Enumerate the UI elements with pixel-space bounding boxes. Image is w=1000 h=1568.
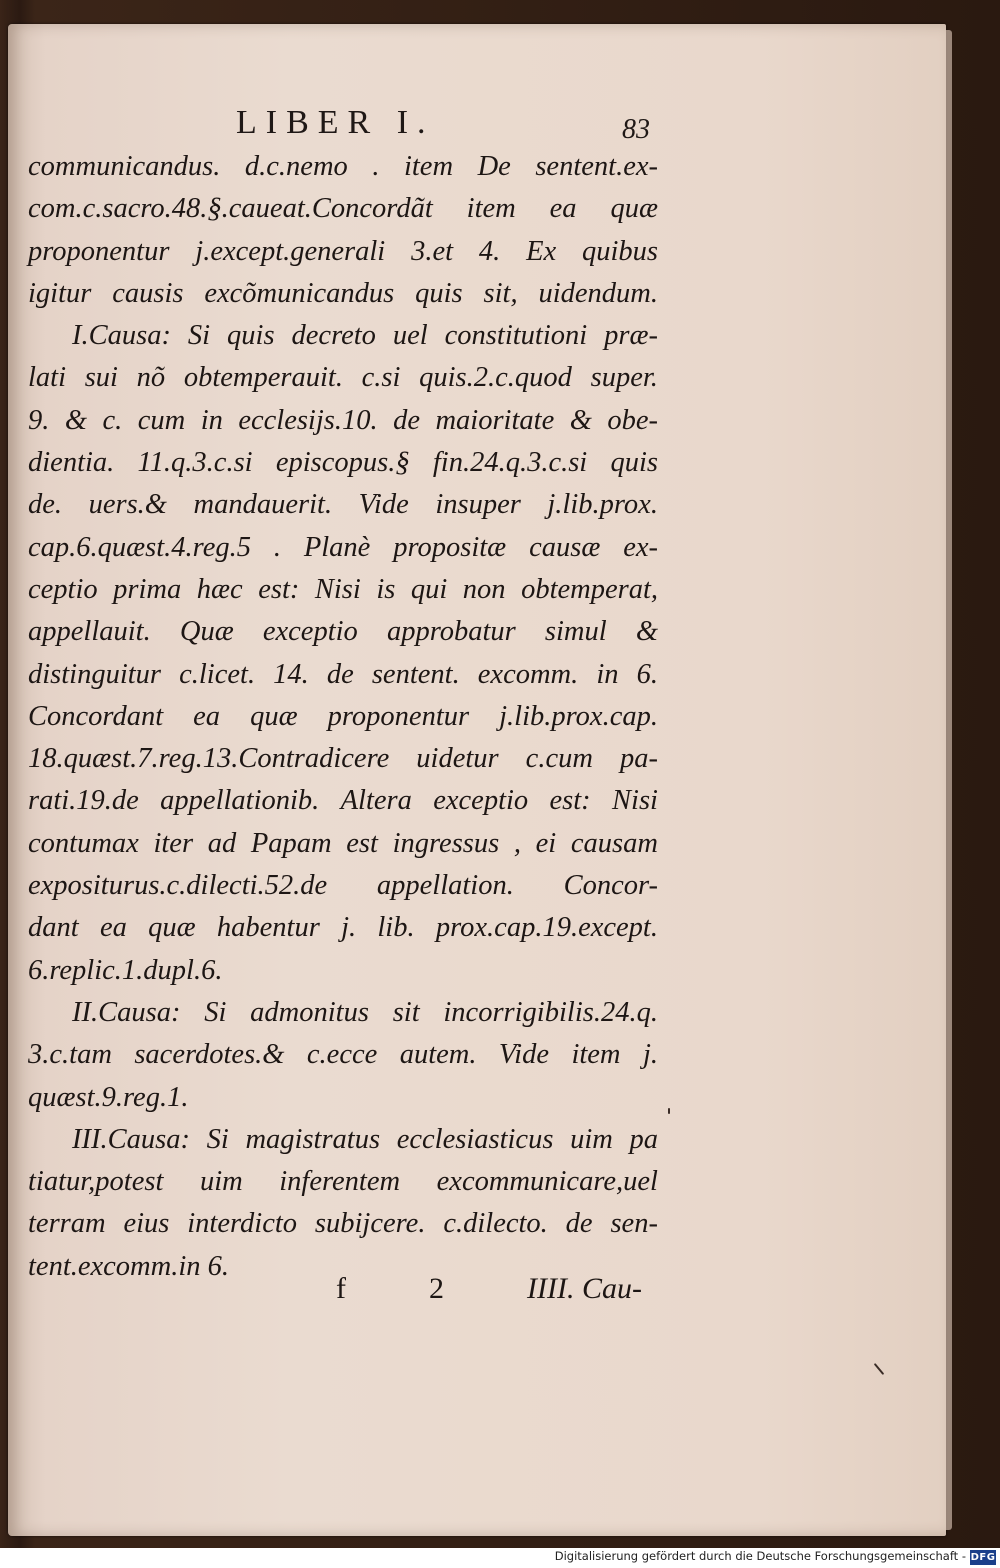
text-line: expositurus.c.dilecti.52.de appellation. Concor- <box>28 870 658 902</box>
text-line: rati.19.de appellationib. Altera exceptio est: Nisi <box>28 785 658 817</box>
text-line: cap.6.quæst.4.reg.5 . Planè propositæ causæ ex- <box>28 531 658 563</box>
text-line: contumax iter ad Papam est ingressus , ei causam <box>28 827 658 859</box>
text-line: ceptio prima hæc est: Nisi is qui non obtemperat, <box>28 573 658 605</box>
signature-line <box>336 1272 642 1306</box>
page-edge <box>946 30 952 1530</box>
text-line: communicandus. d.c.nemo . item De sentent.ex- <box>28 151 658 182</box>
text-line: igitur causis excõmunicandus quis sit, uidendum. <box>28 277 658 309</box>
text-line: proponentur j.except.generali 3.et 4. Ex quibus <box>28 235 658 267</box>
text-line: lati sui nõ obtemperauit. c.si quis.2.c.quod super. <box>28 362 658 394</box>
signature-number: 2 <box>429 1272 445 1305</box>
text-line: tent.excomm.in 6. <box>28 1250 230 1282</box>
text-line: terram eius interdicto subijcere. c.dilecto. de sen- <box>28 1208 658 1240</box>
running-head: LIBER I. <box>236 104 435 141</box>
text-line: 18.quæst.7.reg.13.Contradicere uidetur c.cum pa- <box>28 743 658 775</box>
dfg-logo: DFG <box>970 1552 996 1563</box>
paper-speck <box>668 1108 670 1114</box>
text-line: dant ea quæ habentur j. lib. prox.cap.19.except. <box>28 912 658 944</box>
text-line: Concordant ea quæ proponentur j.lib.prox.cap. <box>28 700 658 732</box>
text-line: I.Causa: Si quis decreto uel constitutioni præ- <box>72 320 658 352</box>
text-line: tiatur,potest uim inferentem excommunicare,uel <box>28 1166 658 1198</box>
catchword: IIII. Cau- <box>527 1272 642 1305</box>
text-line: 6.replic.1.dupl.6. <box>28 954 223 986</box>
text-line: III.Causa: Si magistratus ecclesiasticus uim pa <box>72 1123 658 1155</box>
text-line: distinguitur c.licet. 14. de sentent. excomm. in 6. <box>28 658 658 690</box>
text-line: II.Causa: Si admonitus sit incorrigibilis.24.q. <box>72 996 658 1028</box>
text-line: dientia. 11.q.3.c.si episcopus.§ fin.24.q.3.c.si quis <box>28 447 658 479</box>
footer-credit: Digitalisierung gefördert durch die Deutsche Forschungsgemeinschaft - <box>554 1549 966 1563</box>
text-line: 9. & c. cum in ecclesijs.10. de maioritate & obe- <box>28 404 658 436</box>
text-line: quæst.9.reg.1. <box>28 1081 189 1113</box>
text-line: appellauit. Quæ exceptio approbatur simul & <box>28 616 658 648</box>
text-line: de. uers.& mandauerit. Vide insuper j.lib.prox. <box>28 489 658 521</box>
signature-mark: f <box>336 1272 346 1305</box>
text-line: com.c.sacro.48.§.caueat.Concordãt item ea quæ <box>28 193 658 225</box>
page-number: 83 <box>622 114 650 145</box>
text-line: 3.c.tam sacerdotes.& c.ecce autem. Vide item j. <box>28 1039 658 1071</box>
text-block <box>28 146 658 1288</box>
